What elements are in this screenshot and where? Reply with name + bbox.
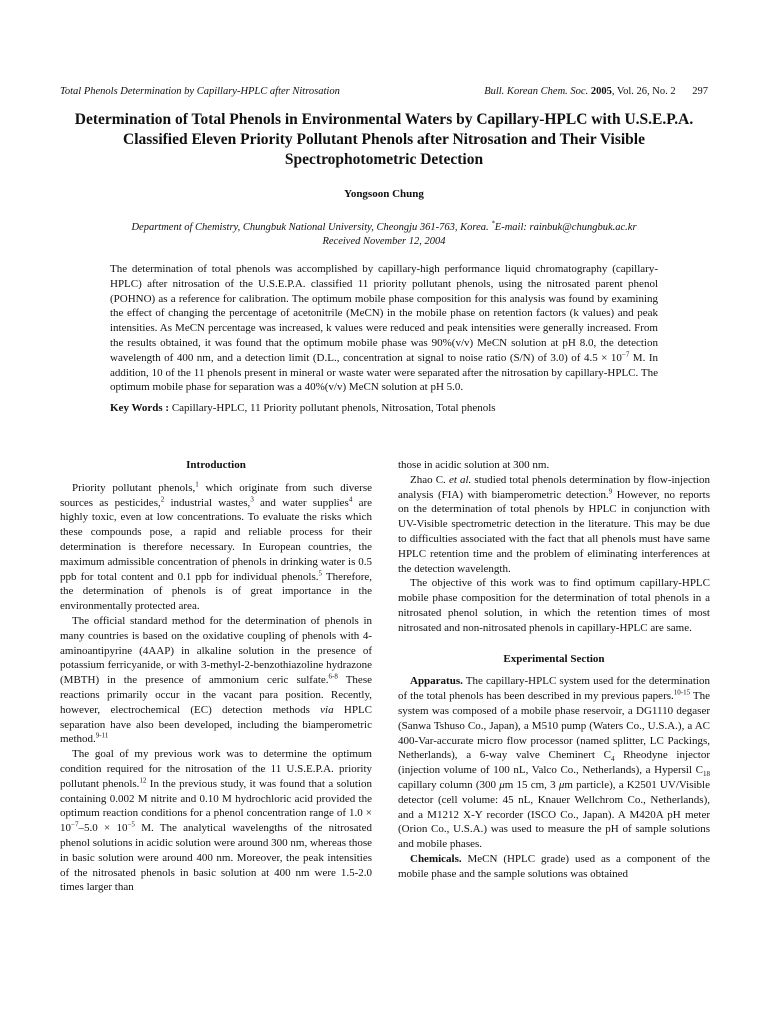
apparatus-paragraph: Apparatus. The capillary-HPLC system used for the determination of the total phenols has been described in my previous papers.$^{10-15}$ The system was composed of a mobile phase reservoir, a DG1110 degaser (Sanwa Tshuso Co., Japan), a M510 pump (Waters Co., U.S.A.), a AC 400-Var-accurate micro flow processor (named splitter, LC Packings, Netherlands), a 6-way valve Cheminert $C_4$ Rheodyne injector (injection volume of 100 nL, Valco Co., Netherlands), a Hypersil $C_{18}$ capillary column (300 μm 15 cm, 3 μm particle), a K2501 UV/Visible detector (cell volume: 45 nL, Knauer Wellchrom Co., Netherlands), and a M1212 X-Y recorder (ISCO Co., Japan). A M420A pH meter (Orion Co., U.S.A.) was used to measure the pH of sample solutions and mobile phases. (398, 675, 710, 851)
introduction-heading: Introduction (186, 459, 246, 471)
abstract-part1: The determination of total phenols was accomplished by capillary-high performance liquid chromatography (capillary-HPLC) after nitrosation of the U.S.E.P.A. classified 11 priority pollutant phenols, using the nitrosated parent phenol (POHNO) as a reference for calibration. The optimum mobile phase composition for this analysis was found by examining the effect of changing the percentage of acetonitrile (MeCN) in the mobile phase on retention factors (k values) and peak intensities. As MeCN percentage was increased, k values were reduced and peak intensities were generally increased. From the results obtained, it was found that the optimum mobile phase was 90%(v/v) MeCN solution at pH 8.0, the detection wavelength of 400 nm, and a detection limit (D.L., concentration at signal to noise ratio (S/N) of 3.0) of 4.5 × 10 (110, 263, 658, 364)
left-column (60, 458, 372, 895)
journal-name: Bull. Korean Chem. Soc. (484, 86, 589, 97)
journal-volume: , Vol. 26, No. 2 (611, 86, 676, 97)
intro-paragraph-5: The objective of this work was to find optimum capillary-HPLC mobile phase composition for the determination of total phenols in a nitrosated phenol solution, in which the retention times of most nitrosated and non-nitrosated phenols in capillary-HPLC are same. (398, 577, 710, 634)
intro-paragraph-2: The official standard method for the determination of phenols in many countries is based on the oxidative coupling of phenols with 4-aminoantipyrine (4AAP) in alkaline solution in the presence of potassium ferricyanide, or with 3-methyl-2-benzothiazoline hydrazone (MBTH) in the presence of ammonium ceric sulfate.$^{6-8}$ These reactions primarily occur in the vacant para position. Recently, however, electrochemical (EC) detection methods via HPLC separation have also been developed, including the biamperometric method.$^{9-11}$ (60, 614, 373, 746)
keywords-label: Key Words : (110, 402, 172, 415)
right-column (398, 458, 710, 882)
experimental-heading: Experimental Section (503, 652, 605, 665)
abstract-part2: M. In addition, 10 of the 11 phenols present in mineral or waste water were separated after the nitrosation by capillary-HPLC. The optimum mobile phase for separation was a 40%(v/v) MeCN solution at pH 5.0. (110, 351, 658, 394)
affiliation-dept: Department of Chemistry, Chungbuk National University, Cheongju 361-763, Korea. (131, 222, 492, 233)
abstract (110, 262, 658, 416)
keywords (110, 401, 658, 416)
paper-title: Determination of Total Phenols in Environmental Waters by Capillary-HPLC with U.S.E.P.A. Classified Eleven Priority Pollutant Phenols after Nitrosation and Their Visible Spectrophotometric Detection (74, 111, 694, 168)
chemicals-paragraph: Chemicals. MeCN (HPLC grade) used as a component of the mobile phase and the sample solutions was obtained (398, 852, 710, 880)
author-name: Yongsoon Chung (344, 188, 424, 200)
abstract-text (110, 262, 658, 395)
running-head-citation (484, 86, 708, 97)
affiliation-star: * (491, 219, 495, 228)
abstract-exponent: −7 (621, 350, 630, 359)
journal-year: 2005 (590, 86, 612, 97)
intro-paragraph-4: Zhao C. et al. studied total phenols determination by flow-injection analysis (FIA) with biamperometric detection.$^9$ However, no reports on the determination of total phenols by HPLC in conjunction with UV-Visible spectrometric detection in the literature. This may be due to difficulties associated with the fact that all phenols must have same HPLC retention time and the problem of eliminating interferences at the detection wavelength. (398, 473, 711, 575)
intro-paragraph-3: The goal of my previous work was to determine the optimum condition required for the nitrosation of the 11 U.S.E.P.A. priority pollutant phenols.$^{12}$ In the previous study, it was found that a solution containing 0.002 M nitrite and 0.10 M hydrochloric acid provided the optimum reaction conditions for a phenol concentration range of $1.0 \times 10^{-7}-5.0 \times 10^{-5}$ M. The analytical wavelengths of the nitrosated phenol solutions in acidic solution were around 300 nm, whereas those in basic solution were around 400 nm. Moreover, the peak intensities of the nitrosated phenols in basic solution at 400 nm were 1.5-2.0 times larger than (60, 748, 372, 894)
affiliation (60, 221, 708, 249)
running-head (60, 86, 708, 97)
keywords-text: Capillary-HPLC, 11 Priority pollutant phenols, Nitrosation, Total phenols (171, 402, 496, 415)
affiliation-email: E-mail: rainbuk@chungbuk.ac.kr (494, 222, 637, 233)
running-head-title: Total Phenols Determination by Capillary-HPLC after Nitrosation (60, 86, 340, 97)
intro-paragraph-3-continued: those in acidic solution at 300 nm. (398, 459, 550, 471)
received-date: Received November 12, 2004 (322, 236, 446, 247)
intro-paragraph-1: Priority pollutant phenols,$^1$ which originate from such diverse sources as pesticides,$^2$ industrial wastes,$^3$ and water supplies$^4$ are highly toxic, even at low concentrations. To evaluate the risks which these compounds pose, a rapid and reliable process for their determination is therefore necessary. In European countries, the maximum admissible concentration of phenols in drinking water is 0.5 ppb for total content and 0.1 ppb for individual phenols.$^5$ Therefore, the determination of phenols is of great importance in the environmentally protected area. (60, 480, 372, 613)
page-number: 297 (692, 86, 708, 97)
